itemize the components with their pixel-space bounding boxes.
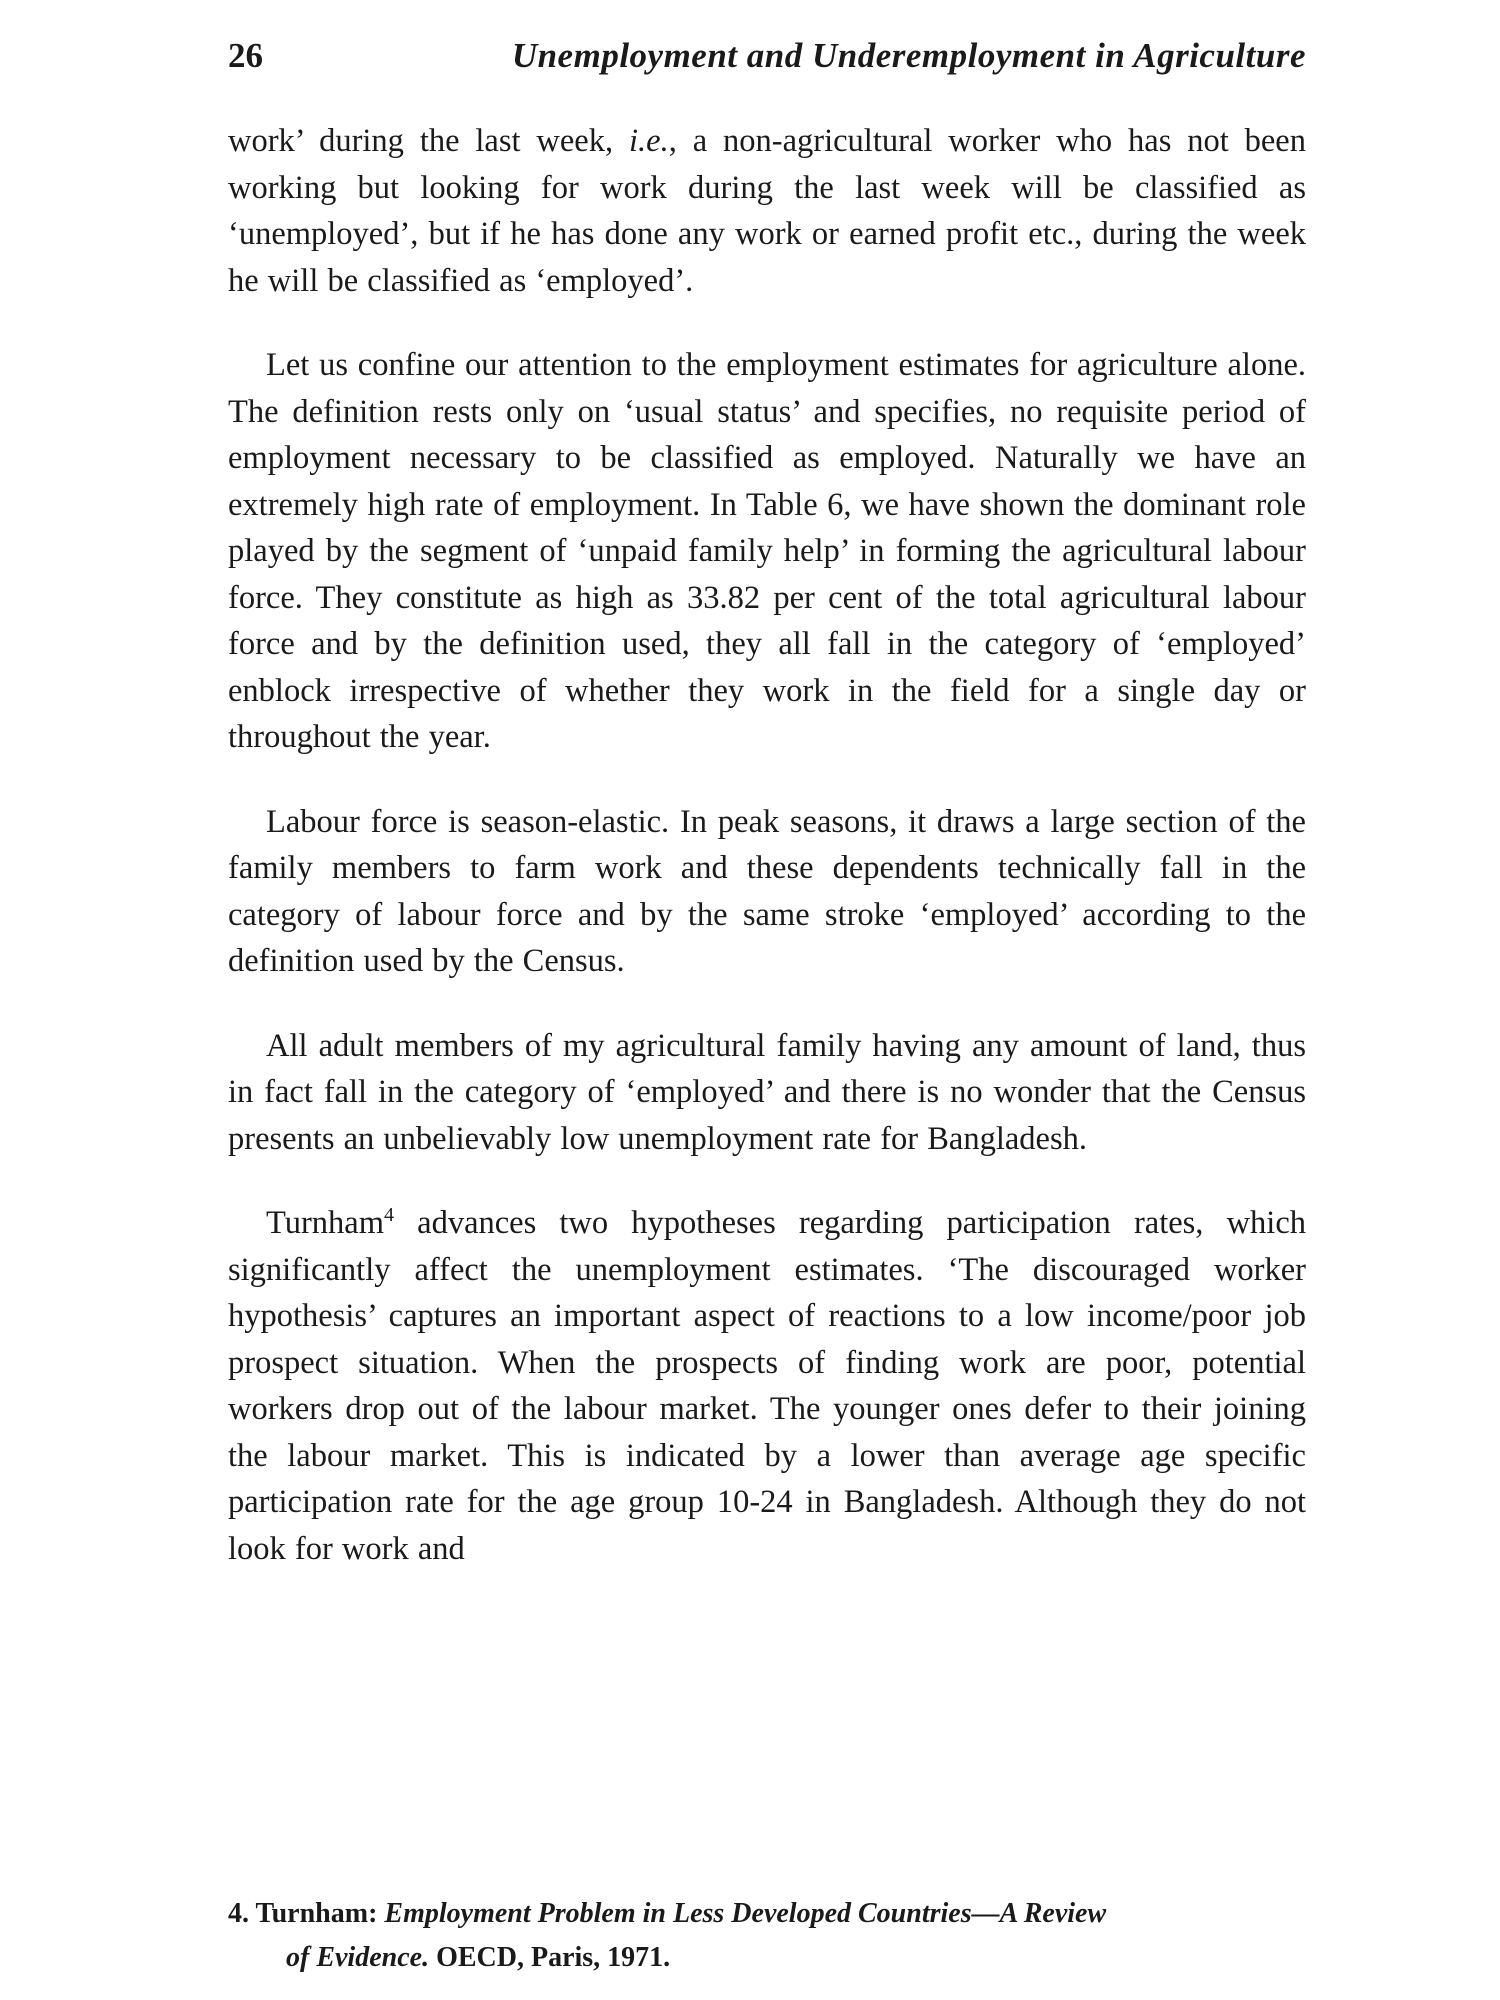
footnote-line-2 [228,1936,1306,1980]
page-number: 26 [228,36,263,75]
paragraph-5-rest: advances two hypotheses regarding participation rates, which significantly affect the unemployment estimates. ‘The discouraged worker hypothesis’ captures an important aspect of reactions to a low income/poor job prospect situation. When the prospects of finding work are poor, potential workers drop out of the labour market. The younger ones defer to their joining the labour market. This is indicated by a lower than average age specific participation rate for the age group 10-24 in Bangladesh. Although they do not look for work and [228,1205,1306,1567]
paragraph-1-start: work’ during the last week, [228,123,629,159]
abbrev-ie: i.e. [628,123,669,159]
footnote-reference: 4 [384,1204,394,1226]
paragraph-5 [228,1200,1306,1572]
paragraph-4: All adult members of my agricultural family having any amount of land, thus in fact fall in the category of ‘employed’ and there is no wonder that the Census presents an unbelievably low unemployment rate for Bangladesh. [228,1027,1306,1157]
paragraph-3: Labour force is season-elastic. In peak seasons, it draws a large section of the family members to farm work and these dependents technically fall in the category of labour force and by the same stroke ‘employed’ according to the definition used by the Census. [228,803,1306,979]
footnote-title: Employment Problem in Less Developed Countries—A Review [384,1898,1107,1929]
footnote-title-cont: of Evidence. [286,1942,430,1973]
footnote-marker: 4. Turnham: [228,1898,385,1929]
paragraph-1 [228,118,1306,304]
page-header [228,36,1306,76]
paragraph-2: Let us confine our attention to the employment estimates for agriculture alone. The definition rests only on ‘usual status’ and specifies, no requisite period of employment necessary to be classified as employed. Naturally we have an extremely high rate of employment. In Table 6, we have shown the dominant role played by the segment of ‘unpaid family help’ in forming the agricultural labour force. They constitute as high as 33.82 per cent of the total agricultural labour force and by the definition used, they all fall in the category of ‘employed’ enblock irrespective of whether they work in the field for a single day or throughout the year. [228,347,1306,755]
body-text [228,118,1306,1572]
running-title: Unemployment and Underemployment in Agriculture [511,36,1306,75]
paragraph-1-rest: , a non-agricultural worker who has not been working but looking for work during the last week will be classified as ‘unemployed’, but if he has done any work or earned profit etc., during the week he will be classified as ‘employed’. [228,123,1306,299]
footnote-source: OECD, Paris, 1971. [429,1942,671,1973]
footnote [228,1892,1306,1980]
paragraph-5-start: Turnham [266,1205,384,1241]
